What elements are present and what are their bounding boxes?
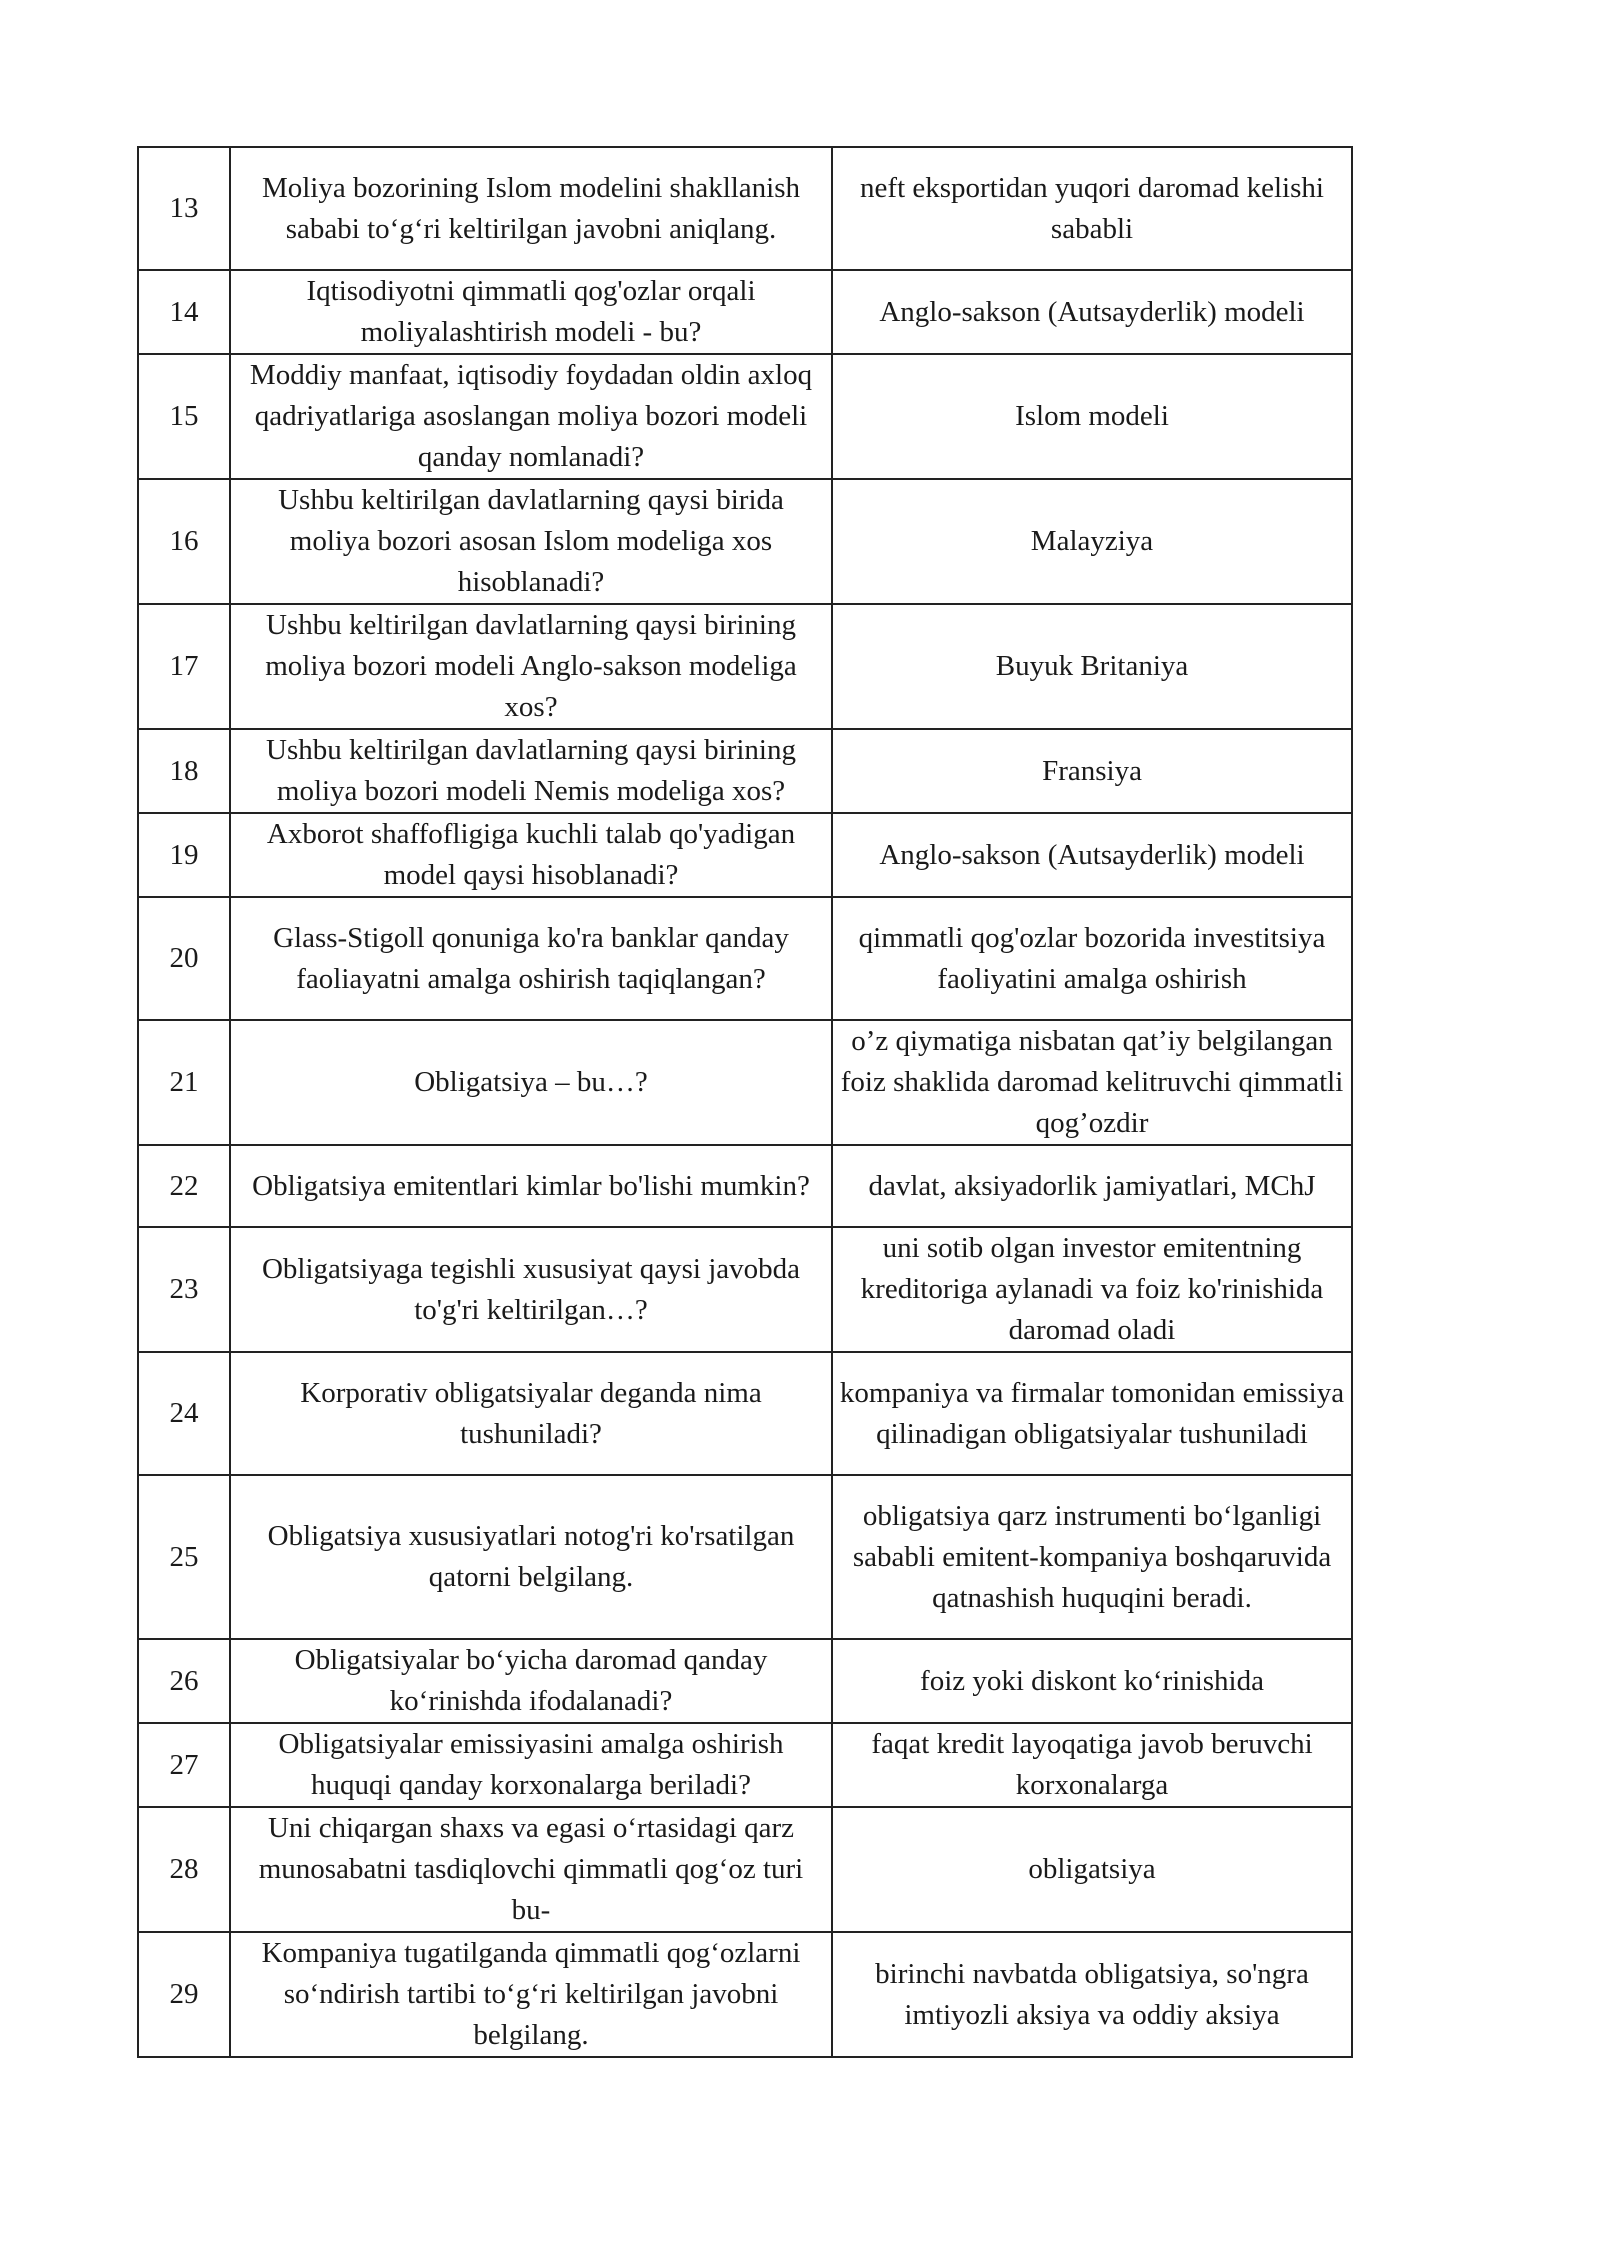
question-cell: Ushbu keltirilgan davlatlarning qaysi birining moliya bozori modeli Anglo-sakson modeliga xos? [230, 604, 832, 729]
table-row [138, 1227, 1352, 1352]
answer-cell: obligatsiya [832, 1807, 1352, 1932]
row-number: 23 [138, 1227, 230, 1352]
question-cell: Korporativ obligatsiyalar deganda nima tushuniladi? [230, 1352, 832, 1475]
row-number: 22 [138, 1145, 230, 1227]
row-number: 26 [138, 1639, 230, 1723]
row-number: 28 [138, 1807, 230, 1932]
answer-cell: Buyuk Britaniya [832, 604, 1352, 729]
answer-cell: qimmatli qog'ozlar bozorida investitsiya faoliyatini amalga oshirish [832, 897, 1352, 1020]
table-row [138, 1352, 1352, 1475]
answer-cell: Malayziya [832, 479, 1352, 604]
question-cell: Obligatsiyaga tegishli xususiyat qaysi javobda to'g'ri keltirilgan…? [230, 1227, 832, 1352]
answer-cell: obligatsiya qarz instrumenti bo‘lganligi sababli emitent-kompaniya boshqaruvida qatnashish huquqini beradi. [832, 1475, 1352, 1639]
row-number: 29 [138, 1932, 230, 2057]
table-row [138, 813, 1352, 897]
answer-cell: o’z qiymatiga nisbatan qat’iy belgilangan foiz shaklida daromad kelitruvchi qimmatli qog’ozdir [832, 1020, 1352, 1145]
table-row [138, 479, 1352, 604]
table-row [138, 604, 1352, 729]
table-row [138, 1145, 1352, 1227]
row-number: 21 [138, 1020, 230, 1145]
question-cell: Obligatsiya emitentlari kimlar bo'lishi mumkin? [230, 1145, 832, 1227]
table-row [138, 1639, 1352, 1723]
question-cell: Obligatsiyalar emissiyasini amalga oshirish huquqi qanday korxonalarga beriladi? [230, 1723, 832, 1807]
answer-cell: Islom modeli [832, 354, 1352, 479]
answer-cell: davlat, aksiyadorlik jamiyatlari, MChJ [832, 1145, 1352, 1227]
table-row [138, 1807, 1352, 1932]
question-cell: Moliya bozorining Islom modelini shakllanish sababi to‘g‘ri keltirilgan javobni aniqlang. [230, 147, 832, 270]
question-cell: Ushbu keltirilgan davlatlarning qaysi birining moliya bozori modeli Nemis modeliga xos? [230, 729, 832, 813]
row-number: 20 [138, 897, 230, 1020]
row-number: 18 [138, 729, 230, 813]
question-cell: Axborot shaffofligiga kuchli talab qo'yadigan model qaysi hisoblanadi? [230, 813, 832, 897]
question-cell: Kompaniya tugatilganda qimmatli qog‘ozlarni so‘ndirish tartibi to‘g‘ri keltirilgan javobni belgilang. [230, 1932, 832, 2057]
row-number: 24 [138, 1352, 230, 1475]
table-row [138, 897, 1352, 1020]
table-row [138, 729, 1352, 813]
answer-cell: Fransiya [832, 729, 1352, 813]
answer-cell: uni sotib olgan investor emitentning kreditoriga aylanadi va foiz ko'rinishida daromad oladi [832, 1227, 1352, 1352]
question-cell: Moddiy manfaat, iqtisodiy foydadan oldin axloq qadriyatlariga asoslangan moliya bozori modeli qanday nomlanadi? [230, 354, 832, 479]
answer-cell: birinchi navbatda obligatsiya, so'ngra imtiyozli aksiya va oddiy aksiya [832, 1932, 1352, 2057]
row-number: 13 [138, 147, 230, 270]
table-row [138, 1723, 1352, 1807]
answer-cell: Anglo-sakson (Autsayderlik) modeli [832, 270, 1352, 354]
question-cell: Glass-Stigoll qonuniga ko'ra banklar qanday faoliayatni amalga oshirish taqiqlangan? [230, 897, 832, 1020]
question-cell: Obligatsiyalar bo‘yicha daromad qanday ko‘rinishda ifodalanadi? [230, 1639, 832, 1723]
answer-cell: kompaniya va firmalar tomonidan emissiya qilinadigan obligatsiyalar tushuniladi [832, 1352, 1352, 1475]
question-cell: Obligatsiya xususiyatlari notog'ri ko'rsatilgan qatorni belgilang. [230, 1475, 832, 1639]
row-number: 17 [138, 604, 230, 729]
answer-cell: faqat kredit layoqatiga javob beruvchi korxonalarga [832, 1723, 1352, 1807]
question-answer-table [137, 146, 1353, 2058]
question-cell: Obligatsiya – bu…? [230, 1020, 832, 1145]
table-row [138, 1020, 1352, 1145]
row-number: 27 [138, 1723, 230, 1807]
row-number: 16 [138, 479, 230, 604]
row-number: 15 [138, 354, 230, 479]
table-row [138, 1475, 1352, 1639]
row-number: 14 [138, 270, 230, 354]
answer-cell: Anglo-sakson (Autsayderlik) modeli [832, 813, 1352, 897]
table-row [138, 147, 1352, 270]
answer-cell: foiz yoki diskont ko‘rinishida [832, 1639, 1352, 1723]
row-number: 25 [138, 1475, 230, 1639]
row-number: 19 [138, 813, 230, 897]
question-cell: Uni chiqargan shaxs va egasi o‘rtasidagi qarz munosabatni tasdiqlovchi qimmatli qog‘oz turi bu- [230, 1807, 832, 1932]
question-cell: Ushbu keltirilgan davlatlarning qaysi birida moliya bozori asosan Islom modeliga xos hisoblanadi? [230, 479, 832, 604]
table-row [138, 270, 1352, 354]
answer-cell: neft eksportidan yuqori daromad kelishi sababli [832, 147, 1352, 270]
table-row [138, 354, 1352, 479]
question-cell: Iqtisodiyotni qimmatli qog'ozlar orqali moliyalashtirish modeli - bu? [230, 270, 832, 354]
table-row [138, 1932, 1352, 2057]
